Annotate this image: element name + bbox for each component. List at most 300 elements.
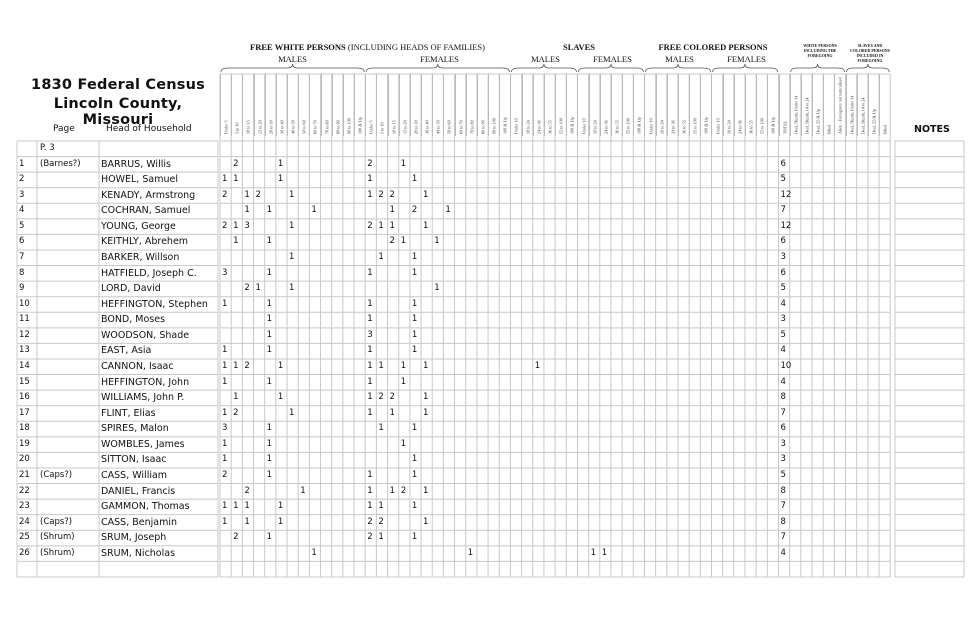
white-female-age-header xyxy=(365,74,376,136)
column-header-label: 10 to 15 xyxy=(245,120,251,134)
count-cell: 2 xyxy=(378,516,384,527)
count-cell: 1 xyxy=(289,251,295,262)
count-cell: 3 xyxy=(222,423,228,434)
total-cell: 8 xyxy=(780,485,786,496)
count-cell: 2 xyxy=(222,469,228,480)
white-deaf-header xyxy=(812,74,823,136)
column-header-label: 24 to 36 xyxy=(536,120,542,134)
total-header xyxy=(779,74,790,136)
count-cell: 2 xyxy=(389,236,395,247)
page-note: (Caps?) xyxy=(40,516,73,527)
colored-males-brace xyxy=(645,64,710,72)
row-number: 2 xyxy=(19,174,25,185)
white-male-age-header xyxy=(332,74,343,136)
slave-female-age-header xyxy=(633,74,644,136)
colored-deaf-header xyxy=(857,74,868,136)
white-males-brace xyxy=(221,64,364,72)
column-header-label: 80 to 90 xyxy=(335,120,341,134)
row-number: 11 xyxy=(19,314,30,325)
row-number: 23 xyxy=(19,501,30,512)
head-of-household: BARRUS, Willis xyxy=(101,158,171,170)
row-number: 1 xyxy=(19,158,25,169)
count-cell: 1 xyxy=(411,251,418,262)
count-cell: 2 xyxy=(389,392,395,403)
row-number: 24 xyxy=(19,516,30,527)
count-cell: 1 xyxy=(289,407,295,418)
total-cell: 6 xyxy=(780,267,786,278)
head-of-household: KEITHLY, Abrehem xyxy=(101,236,189,248)
row-number: 16 xyxy=(19,392,30,403)
head-of-household: KENADY, Armstrong xyxy=(101,189,196,201)
white-male-age-header xyxy=(343,74,354,136)
white-female-age-header xyxy=(376,74,387,136)
head-of-household: CANNON, Isaac xyxy=(101,360,174,372)
count-cell: 1 xyxy=(222,174,228,185)
notes-header: NOTES xyxy=(914,124,950,135)
count-cell: 1 xyxy=(266,329,273,340)
column-header-label: 60 to 70 xyxy=(458,120,464,134)
count-cell: 1 xyxy=(367,267,373,278)
column-header-label: 36 to 55 xyxy=(681,120,687,134)
count-cell: 1 xyxy=(277,360,284,371)
row-number: 4 xyxy=(19,205,25,216)
count-cell: 1 xyxy=(233,360,239,371)
column-header-label: 60 to 70 xyxy=(312,120,318,134)
column-header-label: 10 to 15 xyxy=(391,120,397,134)
count-cell: 1 xyxy=(411,267,418,278)
head-of-household: LORD, David xyxy=(101,283,161,295)
count-cell: 2 xyxy=(389,189,395,200)
column-header-label: 24 to 36 xyxy=(603,120,609,134)
count-cell: 1 xyxy=(222,501,228,512)
count-cell: 1 xyxy=(222,438,228,449)
free-white-persons-heading: FREE WHITE PERSONS (INCLUDING HEADS OF FAMILIES) xyxy=(250,42,485,52)
colored-male-age-header xyxy=(667,74,678,136)
count-cell: 1 xyxy=(423,220,429,231)
white-male-age-header xyxy=(231,74,242,136)
colored-female-age-header xyxy=(756,74,767,136)
count-cell: 1 xyxy=(378,360,384,371)
column-header-label: Under 10 xyxy=(715,118,721,134)
column-header-label: 70 to 80 xyxy=(469,120,475,134)
head-of-household: WOMBLES, James xyxy=(101,438,185,450)
white-female-age-header xyxy=(499,74,510,136)
count-cell: 1 xyxy=(266,532,273,543)
column-header-label: 55 to 100 xyxy=(625,118,631,134)
white-male-age-header xyxy=(276,74,287,136)
slave-male-age-header xyxy=(533,74,544,136)
colored-deaf-header xyxy=(879,74,890,136)
count-cell: 2 xyxy=(244,485,250,496)
head-of-household: EAST, Asia xyxy=(101,345,152,357)
colored-male-age-header xyxy=(656,74,667,136)
colored-deaf-header xyxy=(868,74,879,136)
column-header-label: 10 to 24 xyxy=(525,120,531,134)
white-male-age-header xyxy=(309,74,320,136)
count-cell: 1 xyxy=(378,532,384,543)
count-cell: 1 xyxy=(411,329,418,340)
row-number: 13 xyxy=(19,345,30,356)
count-cell: 1 xyxy=(222,516,228,527)
count-cell: 1 xyxy=(289,220,295,231)
row-number: 26 xyxy=(19,547,30,558)
count-cell: 1 xyxy=(266,454,273,465)
head-of-household: SPIRES, Malon xyxy=(101,423,169,435)
count-cell: 1 xyxy=(277,501,284,512)
count-cell: 1 xyxy=(400,360,407,371)
count-cell: 1 xyxy=(367,189,373,200)
count-cell: 3 xyxy=(222,267,228,278)
white-female-age-header xyxy=(410,74,421,136)
count-cell: 1 xyxy=(378,251,384,262)
count-cell: 1 xyxy=(266,267,273,278)
column-header-label: 55 to 100 xyxy=(558,118,564,134)
count-cell: 1 xyxy=(411,423,418,434)
colored-males-heading: MALES xyxy=(665,54,694,64)
census-title: 1830 Federal Census xyxy=(31,77,205,93)
count-cell: 1 xyxy=(367,376,373,387)
white-female-age-header xyxy=(488,74,499,136)
slave-female-age-header xyxy=(600,74,611,136)
count-cell: 1 xyxy=(244,516,250,527)
column-header-label: 50 to 60 xyxy=(301,120,307,134)
count-cell: 2 xyxy=(233,407,239,418)
column-header-label: 40 to 50 xyxy=(290,120,296,134)
count-cell: 2 xyxy=(367,532,373,543)
count-cell: 2 xyxy=(378,189,384,200)
row-number: 6 xyxy=(19,236,25,247)
white-female-age-header xyxy=(455,74,466,136)
count-cell: 1 xyxy=(411,314,418,325)
white-male-age-header xyxy=(287,74,298,136)
column-header-label: 24 to 36 xyxy=(670,120,676,134)
colored-male-age-header xyxy=(678,74,689,136)
colored-female-age-header xyxy=(767,74,778,136)
white-female-age-header xyxy=(421,74,432,136)
column-header-label: 10 to 24 xyxy=(726,120,732,134)
count-cell: 1 xyxy=(244,501,250,512)
count-cell: 1 xyxy=(255,283,261,294)
total-cell: 4 xyxy=(780,298,786,309)
white-female-age-header xyxy=(443,74,454,136)
total-cell: 3 xyxy=(780,438,786,449)
count-cell: 1 xyxy=(423,407,429,418)
row-number: 8 xyxy=(19,267,25,278)
count-cell: 1 xyxy=(400,158,407,169)
colored-female-age-header xyxy=(711,74,722,136)
count-cell: 3 xyxy=(367,329,373,340)
column-header-label: Under 5 xyxy=(368,120,374,134)
count-cell: 1 xyxy=(445,205,451,216)
total-cell: 7 xyxy=(780,501,786,512)
total-cell: 4 xyxy=(780,547,786,558)
count-cell: 3 xyxy=(244,220,250,231)
count-cell: 1 xyxy=(467,547,474,558)
column-header-label: 70 to 80 xyxy=(324,120,330,134)
count-cell: 1 xyxy=(266,376,273,387)
row-number: 25 xyxy=(19,532,30,543)
count-cell: 2 xyxy=(367,516,373,527)
count-cell: 1 xyxy=(400,236,407,247)
slave-male-age-header xyxy=(522,74,533,136)
column-header-label: 90 to 100 xyxy=(346,118,352,134)
total-cell: 7 xyxy=(780,532,786,543)
slave-female-age-header xyxy=(611,74,622,136)
slave-females-heading: FEMALES xyxy=(593,54,632,64)
count-cell: 1 xyxy=(434,283,440,294)
white-male-age-header xyxy=(220,74,231,136)
head-of-household: HOWEL, Samuel xyxy=(101,174,178,186)
count-cell: 1 xyxy=(601,547,608,558)
column-header-label: 55 to 100 xyxy=(692,118,698,134)
count-cell: 2 xyxy=(255,189,261,200)
column-header-label: 36 to 55 xyxy=(748,120,754,134)
count-cell: 1 xyxy=(266,438,273,449)
colored-male-age-header xyxy=(700,74,711,136)
row-number: 21 xyxy=(19,469,30,480)
total-cell: 6 xyxy=(780,423,786,434)
count-cell: 1 xyxy=(367,345,373,356)
total-cell: 6 xyxy=(780,158,786,169)
white-deaf-header xyxy=(834,74,845,136)
column-header-label: TOTAL xyxy=(782,120,788,134)
count-cell: 1 xyxy=(423,392,429,403)
colored-female-age-header xyxy=(723,74,734,136)
slave-female-age-header xyxy=(577,74,588,136)
head-of-household: YOUNG, George xyxy=(101,220,176,232)
head-of-household: HATFIELD, Joseph C. xyxy=(101,267,197,279)
total-cell: 7 xyxy=(780,205,786,216)
count-cell: 1 xyxy=(378,501,384,512)
head-of-household: DANIEL, Francis xyxy=(101,485,176,497)
head-of-household-header: Head of Household xyxy=(106,124,192,134)
column-header-label: Deaf, 25 & Up xyxy=(815,109,821,134)
colored-deaf-header xyxy=(846,74,857,136)
column-header-label: 10 to 24 xyxy=(659,120,665,134)
slaves-heading: SLAVES xyxy=(563,42,595,52)
white-male-age-header xyxy=(354,74,365,136)
count-cell: 1 xyxy=(411,345,418,356)
count-cell: 1 xyxy=(411,174,418,185)
slave-female-age-header xyxy=(589,74,600,136)
count-cell: 1 xyxy=(411,454,418,465)
white-male-age-header xyxy=(265,74,276,136)
colored-female-age-header xyxy=(734,74,745,136)
head-of-household: HEFFINGTON, John xyxy=(101,376,190,388)
slaves-included-brace xyxy=(847,64,890,72)
row-number: 10 xyxy=(19,298,30,309)
count-cell: 1 xyxy=(233,236,239,247)
count-cell: 1 xyxy=(378,220,384,231)
count-cell: 1 xyxy=(389,485,395,496)
head-of-household: WILLIAMS, John P. xyxy=(101,392,185,404)
count-cell: 1 xyxy=(233,220,239,231)
colored-female-age-header xyxy=(745,74,756,136)
column-header-label: Under 10 xyxy=(513,118,519,134)
count-cell: 1 xyxy=(266,205,273,216)
count-cell: 1 xyxy=(233,501,239,512)
count-cell: 1 xyxy=(289,283,295,294)
row-number: 17 xyxy=(19,407,30,418)
white-deaf-header xyxy=(801,74,812,136)
count-cell: 1 xyxy=(266,314,273,325)
column-header-label: 5 to 10 xyxy=(234,122,240,134)
count-cell: 1 xyxy=(423,485,429,496)
colored-male-age-header xyxy=(689,74,700,136)
column-header-label: 80 to 90 xyxy=(480,120,486,134)
column-header-label: Under 10 xyxy=(648,118,654,134)
count-cell: 1 xyxy=(423,360,429,371)
total-cell: 5 xyxy=(780,329,786,340)
column-header-label: Deaf, Dumb, Under 14 xyxy=(849,95,855,134)
column-header-label: Deaf, Dumb, 14 to 24 xyxy=(804,97,810,134)
head-of-household: GAMMON, Thomas xyxy=(101,501,190,513)
head-of-household: SRUM, Nicholas xyxy=(101,547,176,559)
total-cell: 7 xyxy=(780,407,786,418)
count-cell: 1 xyxy=(367,392,373,403)
row-number: 15 xyxy=(19,376,30,387)
column-header-label: 15 to 20 xyxy=(257,120,263,134)
slave-females-brace xyxy=(578,64,643,72)
white-deaf-header xyxy=(790,74,801,136)
count-cell: 1 xyxy=(411,469,418,480)
column-header-label: 100 & Up xyxy=(357,117,363,134)
column-header-label: 36 to 55 xyxy=(547,120,553,134)
count-cell: 2 xyxy=(244,360,250,371)
count-cell: 1 xyxy=(222,407,228,418)
white-females-brace xyxy=(366,64,509,72)
column-header-label: 36 to 55 xyxy=(614,120,620,134)
free-colored-heading: FREE COLORED PERSONS xyxy=(658,42,768,52)
column-header-label: 24 to 36 xyxy=(737,120,743,134)
column-header-label: 30 to 40 xyxy=(424,120,430,134)
row-number: 9 xyxy=(19,283,25,294)
count-cell: 1 xyxy=(266,423,273,434)
count-cell: 1 xyxy=(367,360,373,371)
count-cell: 1 xyxy=(389,220,395,231)
count-cell: 2 xyxy=(222,189,228,200)
count-cell: 1 xyxy=(222,298,228,309)
count-cell: 1 xyxy=(222,345,228,356)
slaves-included-heading: SLAVES AND COLORED PERSONS INCLUDED IN FOREGOING xyxy=(850,43,890,63)
total-cell: 3 xyxy=(780,251,786,262)
total-cell: 4 xyxy=(780,376,786,387)
total-cell: 5 xyxy=(780,174,786,185)
total-cell: 8 xyxy=(780,516,786,527)
count-cell: 1 xyxy=(277,392,284,403)
white-female-age-header xyxy=(466,74,477,136)
white-female-age-header xyxy=(477,74,488,136)
count-cell: 1 xyxy=(311,205,317,216)
count-cell: 1 xyxy=(367,485,373,496)
count-cell: 2 xyxy=(367,158,373,169)
count-cell: 1 xyxy=(367,314,373,325)
count-cell: 2 xyxy=(233,158,239,169)
head-of-household: HEFFINGTON, Stephen xyxy=(101,298,208,310)
count-cell: 1 xyxy=(289,189,295,200)
count-cell: 1 xyxy=(222,360,228,371)
slave-males-heading: MALES xyxy=(531,54,560,64)
count-cell: 1 xyxy=(400,376,407,387)
colored-females-brace xyxy=(712,64,777,72)
colored-females-heading: FEMALES xyxy=(727,54,766,64)
count-cell: 1 xyxy=(367,298,373,309)
count-cell: 1 xyxy=(411,501,418,512)
column-header-label: 100 & Up xyxy=(569,117,575,134)
white-female-age-header xyxy=(432,74,443,136)
count-cell: 1 xyxy=(222,454,228,465)
count-cell: 1 xyxy=(233,174,239,185)
row-number: 20 xyxy=(19,454,30,465)
count-cell: 1 xyxy=(311,547,317,558)
row-number: 5 xyxy=(19,220,25,231)
count-cell: 1 xyxy=(277,516,284,527)
head-of-household: COCHRAN, Samuel xyxy=(101,205,191,217)
count-cell: 1 xyxy=(411,298,418,309)
column-header-label: Under 5 xyxy=(223,120,229,134)
count-cell: 1 xyxy=(434,236,440,247)
column-header-label: Deaf, Dumb, 14 to 24 xyxy=(860,97,866,134)
count-cell: 2 xyxy=(411,205,418,216)
count-cell: 1 xyxy=(423,189,429,200)
page-header: Page xyxy=(53,124,75,134)
row-number: 3 xyxy=(19,189,25,200)
count-cell: 1 xyxy=(244,189,250,200)
count-cell: 2 xyxy=(400,485,407,496)
column-header-label: 100 & Up xyxy=(703,117,709,134)
white-female-age-header xyxy=(388,74,399,136)
slave-male-age-header xyxy=(510,74,521,136)
colored-male-age-header xyxy=(644,74,655,136)
total-cell: 6 xyxy=(780,236,786,247)
white-male-age-header xyxy=(254,74,265,136)
white-females-heading: FEMALES xyxy=(420,54,459,64)
row-number: 12 xyxy=(19,329,30,340)
white-male-age-header xyxy=(321,74,332,136)
count-cell: 1 xyxy=(400,438,407,449)
column-header-label: 10 to 24 xyxy=(592,120,598,134)
column-header-label: Alien - Foreigners not naturalized xyxy=(837,77,843,134)
count-cell: 1 xyxy=(389,205,395,216)
slave-male-age-header xyxy=(544,74,555,136)
row-number: 14 xyxy=(19,360,30,371)
count-cell: 2 xyxy=(378,392,384,403)
white-male-age-header xyxy=(298,74,309,136)
count-cell: 1 xyxy=(378,423,384,434)
column-header-label: 90 to 100 xyxy=(491,118,497,134)
total-cell: 8 xyxy=(780,392,786,403)
white-included-brace xyxy=(791,64,845,72)
count-cell: 1 xyxy=(411,532,418,543)
column-header-label: Deaf, 25 & Up xyxy=(871,109,877,134)
white-males-heading: MALES xyxy=(278,54,307,64)
total-cell: 3 xyxy=(780,454,786,465)
column-header-label: Deaf, Dumb, Under 14 xyxy=(793,95,799,134)
page-note: (Shrum) xyxy=(40,532,75,543)
slave-males-brace xyxy=(511,64,576,72)
column-header-label: 20 to 30 xyxy=(413,120,419,134)
head-of-household: SITTON, Isaac xyxy=(101,454,167,466)
head-of-household: FLINT, Elias xyxy=(101,407,156,419)
count-cell: 2 xyxy=(367,220,373,231)
count-cell: 1 xyxy=(367,174,373,185)
count-cell: 2 xyxy=(233,532,239,543)
total-cell: 5 xyxy=(780,283,786,294)
column-header-label: 40 to 50 xyxy=(435,120,441,134)
count-cell: 1 xyxy=(233,392,239,403)
row-number: 19 xyxy=(19,438,30,449)
column-header-label: 55 to 100 xyxy=(759,118,765,134)
